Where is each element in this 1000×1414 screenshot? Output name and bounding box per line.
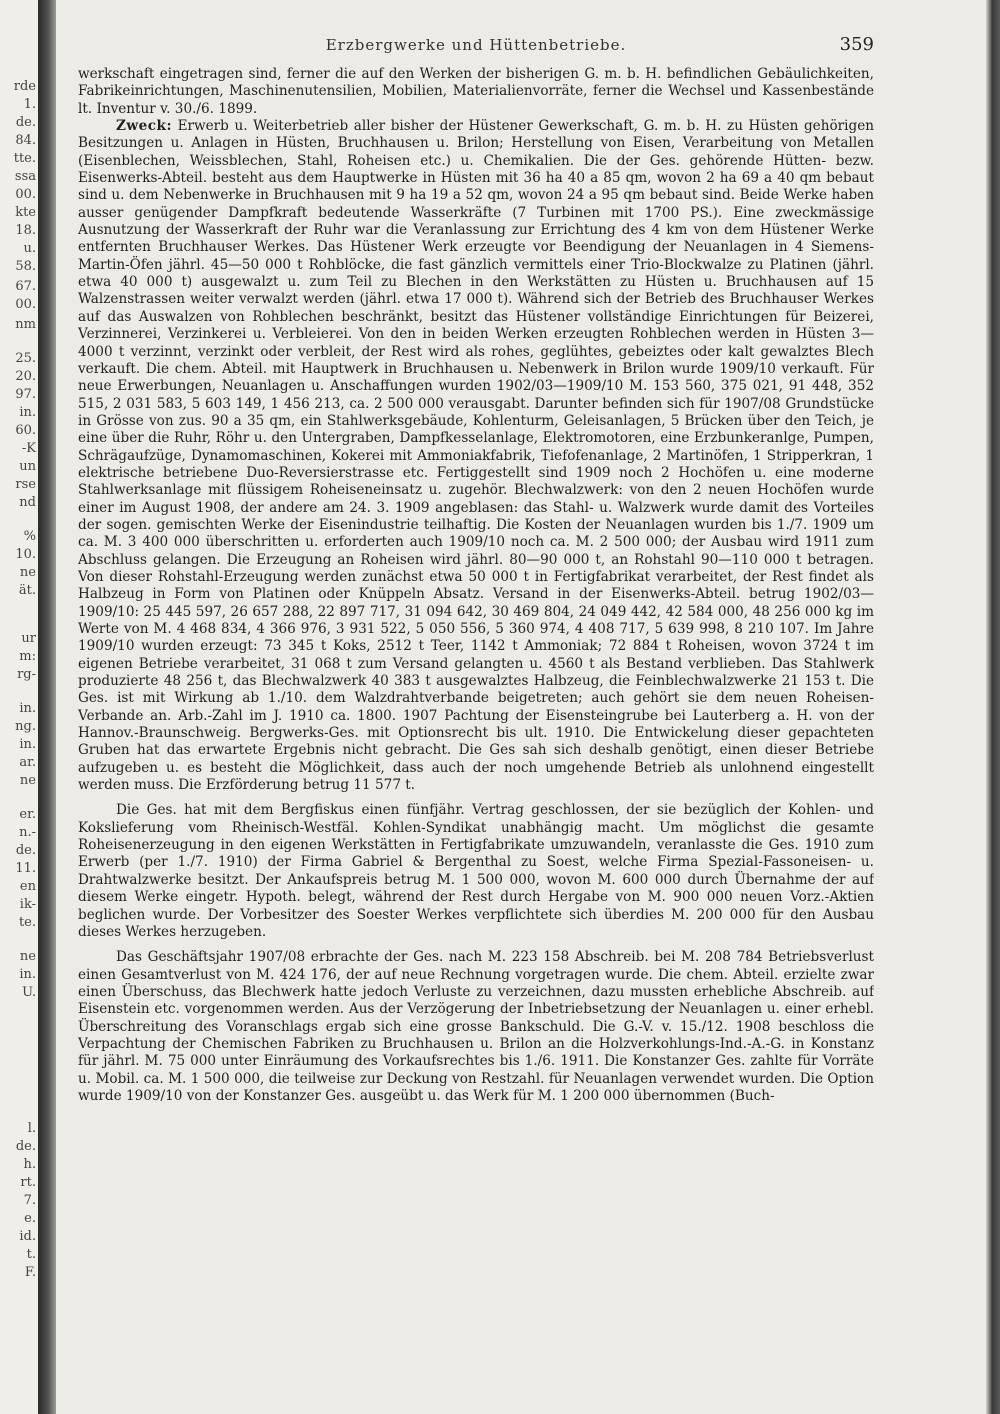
paragraph-text: Die Ges. hat mit dem Bergfiskus einen fünfjähr. Vertrag geschlossen, der sie bezüglich der Kohlen- und Kokslieferung vom Rheinisch-Westfäl. Kohlen-Syndikat unabhängig macht. Um möglichst die gesamte Roheisenerzeugung in den eigenen Werkstätten in Fertigfabrikate umzuwandeln, veranlasste die Ges. 1910 zum Erwerb (per 1./7. 1910) der Firma Gabriel & Bergenthal zu Soest, welche Firma Spezial-Fassoneisen- u. Drahtwalzwerke besitzt. Der Ankaufspreis betrug M. 1 500 000, wovon M. 600 000 durch Übernahme der auf diesem Werke eingetr. Hypoth. belegt, während der Rest durch Hergabe von M. 900 000 neuen Vorz.-Aktien beglichen wurde. Der Vorbesitzer des Soester Werkes verpflichtete sich überdies M. 200 000 für den Ausbau dieses Werkes herzugeben. [78,802,874,940]
margin-fragment: ne [19,949,36,964]
margin-fragment: 18. [15,223,36,238]
margin-fragment: 60. [15,423,36,438]
section-label: Zweck: [116,118,172,135]
paragraph-text: Das Geschäftsjahr 1907/08 erbrachte der Ges. nach M. 223 158 Abschreib. bei M. 208 784 Betriebsverlust einen Gesamtverlust von M. 424 176, der auf neue Rechnung vorgetragen wurde. Die chem. Abteil. erzielte zwar einen Überschuss, das Blechwerk hatte jedoch Verluste zu verzeichnen, dazu mussten erhebliche Abschreib. auf Eisenstein etc. vorgenommen werden. Aus der Verzögerung der Inbetriebsetzung der Neuanlagen u. einer erhebl. Überschreitung des Voranschlags ergab sich eine grosse Bankschuld. Die G.-V. v. 15./12. 1908 beschloss die Verpachtung der Chemischen Fabriken zu Bruchhausen u. Brilon an die Holzverkohlungs-Ind.-A.-G. in Konstanz für jährl. M. 75 000 unter Einräumung des Vorkaufsrechtes bis 1./6. 1911. Die Konstanzer Ges. zahlte für Vorräte u. Mobil. ca. M. 1 500 000, die teilweise zur Deckung von Restzahl. für Neuanlagen verwendet wurden. Die Option wurde 1909/10 von der Konstanzer Ges. ausgeübt u. das Werk für M. 1 200 000 übernommen (Buch- [78,949,874,1104]
margin-fragment: te. [18,915,36,930]
margin-fragment: ar. [19,755,36,770]
margin-fragment: nm [15,317,36,332]
margin-fragment: m: [19,649,36,664]
margin-fragment: 10. [15,547,36,562]
margin-fragment: de. [15,1139,36,1154]
margin-fragment: U. [22,985,36,1000]
margin-fragment: ne [19,773,36,788]
book-gutter-shadow [38,0,56,1414]
margin-fragment: in. [19,405,36,420]
paragraph-geschaeftsjahr [78,949,874,1105]
margin-fragment: in. [19,737,36,752]
margin-fragment: in. [19,701,36,716]
margin-fragment: en [19,879,36,894]
margin-fragment: ng. [15,719,36,734]
margin-fragment: ik- [19,897,36,912]
margin-fragment: rg- [17,667,36,682]
margin-fragment: id. [19,1229,36,1244]
margin-fragment: 1. [23,97,36,112]
margin-fragment: 7. [23,1193,36,1208]
margin-fragment: de. [15,843,36,858]
margin-fragment: ne [19,565,36,580]
margin-fragment: e. [24,1211,36,1226]
margin-fragment: rt. [20,1175,36,1190]
paragraph-zweck [78,118,874,794]
margin-fragment: ät. [18,583,36,598]
margin-fragment: rse [15,477,36,492]
margin-fragment: er. [19,807,36,822]
margin-fragment: 67. [15,279,36,294]
paragraph-text: werkschaft eingetragen sind, ferner die auf den Werken der bisherigen G. m. b. H. befindlichen Gebäulichkeiten, Fabrikeinrichtungen, Maschinenutensilien, Mobilien, Materialienvorräte, ferner die Wechsel und Kassenbestände lt. Inventur v. 30./6. 1899. [78,66,874,117]
margin-fragment: in. [19,967,36,982]
paragraph-bergfiskus [78,802,874,941]
margin-fragment: 11. [15,861,36,876]
margin-fragment: tte. [13,151,36,166]
running-header [78,34,874,58]
margin-fragment: l. [27,1121,36,1136]
margin-fragment: h. [23,1157,36,1172]
margin-fragment: F. [24,1265,36,1280]
margin-fragment: un [19,459,36,474]
paragraph-continuation [78,66,874,118]
adjacent-page-margin [0,0,38,1414]
margin-fragment: 20. [15,369,36,384]
margin-fragment: 25. [15,351,36,366]
margin-fragment: ssa [14,169,36,184]
margin-fragment: -K [21,441,36,456]
margin-fragment: % [23,529,36,544]
margin-fragment: 84. [15,133,36,148]
margin-fragment: rde [13,79,36,94]
header-title: Erzbergwerke und Hüttenbetriebe. [325,36,627,54]
margin-fragment: 97. [15,387,36,402]
margin-fragment: ur [21,631,36,646]
margin-fragment: n.- [19,825,36,840]
margin-fragment: nd [19,495,36,510]
margin-fragment: t. [26,1247,36,1262]
margin-fragment: u. [23,241,36,256]
page-number: 359 [839,34,874,55]
page-edge-shadow [986,0,1000,1414]
margin-fragment: 58. [15,259,36,274]
document-page [78,34,874,1394]
paragraph-text: Erwerb u. Weiterbetrieb aller bisher der Hüstener Gewerkschaft, G. m. b. H. zu Hüsten gehörigen Besitzungen u. Anlagen in Hüsten, Bruchhausen u. Brilon; Herstellung von Eisen, Verarbeitung von Metallen (Eisenblechen, Weissblechen, Stahl, Roheisen etc.) u. Chemikalien. Die der Ges. gehörende Hütten- bezw. Eisenwerks-Abteil. besteht aus dem Hauptwerke in Hüsten mit 36 ha 40 a 85 qm, wovon 2 ha 69 a 40 qm bebaut sind u. dem Nebenwerke in Bruchhausen mit 9 ha 19 a 52 qm, wovon 24 a 95 qm bebaut sind. Beide Werke haben ausser genügender Dampfkraft bedeutende Wasserkräfte (7 Turbinen mit 1700 PS.). Eine zweckmässige Ausnutzung der Wasserkraft der Ruhr war die Veranlassung zur Errichtung des 4 km von dem Hüstener Werke entfernten Bruchhauser Werkes. Das Hüstener Werk erzeugte vor Beendigung der Neuanlagen in 4 Siemens-Martin-Öfen jährl. 45—50 000 t Rohblöcke, die fast gänzlich vermittels einer Trio-Blockwalze zu Platinen (jährl. etwa 40 000 t) ausgewalzt u. zum Teil zu Blechen in den Werkstätten zu Hüsten u. Bruchhausen auf 15 Walzenstrassen weiter verwalzt werden (jährl. etwa 17 000 t). Während sich der Betrieb des Bruchhauser Werkes auf das Auswalzen von Rohblechen beschränkt, besitzt das Hüstener vollständige Einrichtungen für Beizerei, Verzinnerei, Verzinkerei u. Verbleierei. Von den in beiden Werken erzeugten Rohblechen werden in Hüsten 3—4000 t verzinnt, verzinkt oder verbleit, der Rest wird als rohes, geglühtes, gebeiztes oder kalt gewalztes Blech verkauft. Die chem. Abteil. mit Hauptwerk in Bruchhausen u. Nebenwerk in Brilon wurde 1909/10 verkauft. Für neue Erwerbungen, Neuanlagen u. Anschaffungen wurden 1902/03—1909/10 M. 153 560, 375 021, 91 448, 352 515, 2 031 583, 5 603 149, 1 456 213, ca. 2 500 000 verausgabt. Darunter befinden sich für 1907/08 Grundstücke in Grösse von zus. 90 a 35 qm, ein Stahlwerksgebäude, Kohlenturm, Geleisanlagen, 5 Brücken über den Teich, je eine über die Ruhr, Röhr u. den Untergraben, Dampfkesselanlage, Elektromotoren, eine Erzbunkeranlge, Pumpen, Schrägaufzüge, Dynamomaschinen, Kokerei mit Ammoniakfabrik, Tiefofenanlage, 2 Martinöfen, 1 Stripperkran, 1 elektrische betriebene Duo-Reversierstrasse etc. Fertiggestellt sind 1909 noch 2 Hochöfen u. eine moderne Stahlwerksanlage mit flüssigem Roheiseneinsatz u. zugehör. Blechwalzwerk: von den 2 neuen Hochöfen wurde einer im August 1908, der andere am 24. 3. 1909 angeblasen: das Stahl- u. Walzwerk wurde damit des Vorteiles der sogen. gemischten Werke der Eisenindustrie teilhaftig. Die Kosten der Neuanlagen wurden bis 1./7. 1909 um ca. M. 3 400 000 überschritten u. erforderten auch 1909/10 noch ca. M. 2 500 000; der Ausbau wird 1911 zum Abschluss gelangen. Die Erzeugung an Roheisen wird jährl. 80—90 000 t, an Rohstahl 90—110 000 t betragen. Von dieser Rohstahl-Erzeugung werden zunächst etwa 50 000 t in Fertigfabrikat verarbeitet, der Rest findet als Halbzeug in Form von Platinen oder Knüppeln Absatz. Versand in der Eisenwerks-Abteil. betrug 1902/03—1909/10: 25 445 597, 26 657 288, 22 897 717, 31 094 642, 30 469 804, 24 049 442, 42 584 000, 48 256 000 kg im Werte von M. 4 468 834, 4 366 976, 3 931 522, 5 050 556, 5 360 974, 4 408 717, 5 639 998, 8 210 107. Im Jahre 1909/10 wurden erzeugt: 73 345 t Koks, 2512 t Teer, 1142 t Ammoniak; 72 884 t Roheisen, wovon 3724 t im eigenen Betriebe verarbeitet, 31 068 t zum Versand gelangten u. 4560 t als Bestand verblieben. Das Stahlwerk produzierte 48 256 t, das Blechwalzwerk 40 383 t ausgewalztes Halbzeug, die Feinblechwalzwerke 21 153 t. Die Ges. ist mit Wirkung ab 1./10. dem Walzdrahtverbande beigetreten; auch gehört sie dem neuen Roheisen-Verbande an. Arb.-Zahl im J. 1910 ca. 1800. 1907 Pachtung der Eisensteingrube bei Lauterberg a. H. von der Hannov.-Braunschweig. Bergwerks-Ges. mit Optionsrecht bis ult. 1910. Die Entwickelung dieser gepachteten Gruben hat das erwartete Ergebnis nicht gebracht. Die Ges sah sich deshalb genötigt, einen dieser Betriebe aufzugeben u. es besteht die Möglichkeit, dass auch der noch umgehende Betrieb als unlohnend eingestellt werden muss. Die Erzförderung betrug 11 577 t. [78,118,874,794]
margin-fragment: 00. [15,187,36,202]
margin-fragment: 00. [15,297,36,312]
margin-fragment: kte [15,205,36,220]
margin-fragment: de. [15,115,36,130]
